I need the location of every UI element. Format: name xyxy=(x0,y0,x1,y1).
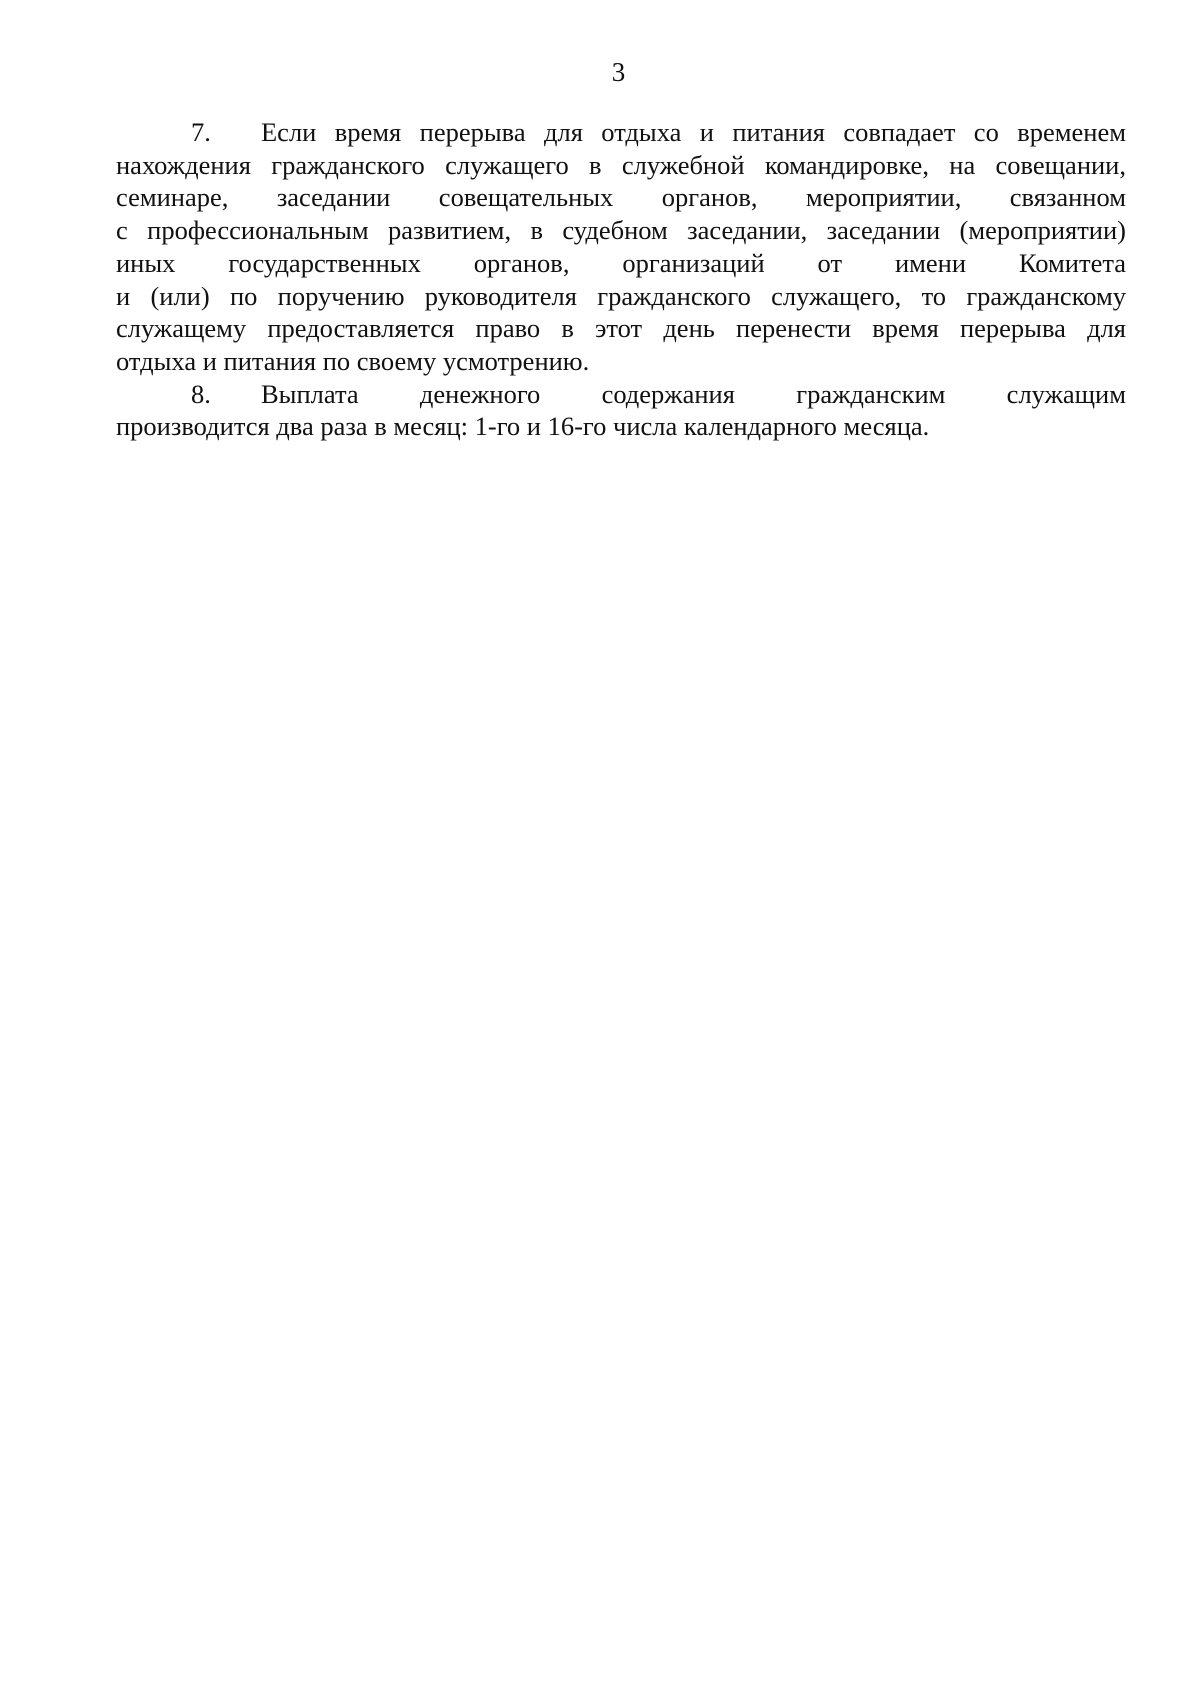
paragraph-line: семинаре, заседании совещательных органов, мероприятии, связанном xyxy=(116,182,1126,213)
paragraph-line: отдыха и питания по своему усмотрению. xyxy=(116,345,590,376)
paragraph-line: служащему предоставляется право в этот день перенести время перерыва для xyxy=(116,313,1126,344)
paragraph-first-line-text: Если время перерыва для отдыха и питания совпадает со временем xyxy=(261,117,1126,147)
paragraph-line xyxy=(116,378,1126,411)
paragraph-line: нахождения гражданского служащего в служебной командировке, на совещании, xyxy=(116,149,1126,180)
paragraph-line: с профессиональным развитием, в судебном заседании, заседании (мероприятии) xyxy=(116,215,1126,246)
paragraph-line: иных государственных органов, организаций от имени Комитета xyxy=(116,247,1126,278)
paragraph-line: и (или) по поручению руководителя гражданского служащего, то гражданскому xyxy=(116,280,1126,311)
paragraph-first-line-text: Выплата денежного содержания гражданским служащим xyxy=(261,378,1126,409)
paragraph-number: 8. xyxy=(191,378,211,409)
paragraph-line xyxy=(116,116,1126,149)
paragraph-8 xyxy=(116,378,1126,443)
paragraph-line: производится два раза в месяц: 1-го и 16-го числа календарного месяца. xyxy=(116,411,930,442)
paragraph-7 xyxy=(116,116,1126,378)
document-body xyxy=(116,116,1126,443)
page-number: 3 xyxy=(611,57,626,87)
paragraph-number: 7. xyxy=(191,117,211,147)
